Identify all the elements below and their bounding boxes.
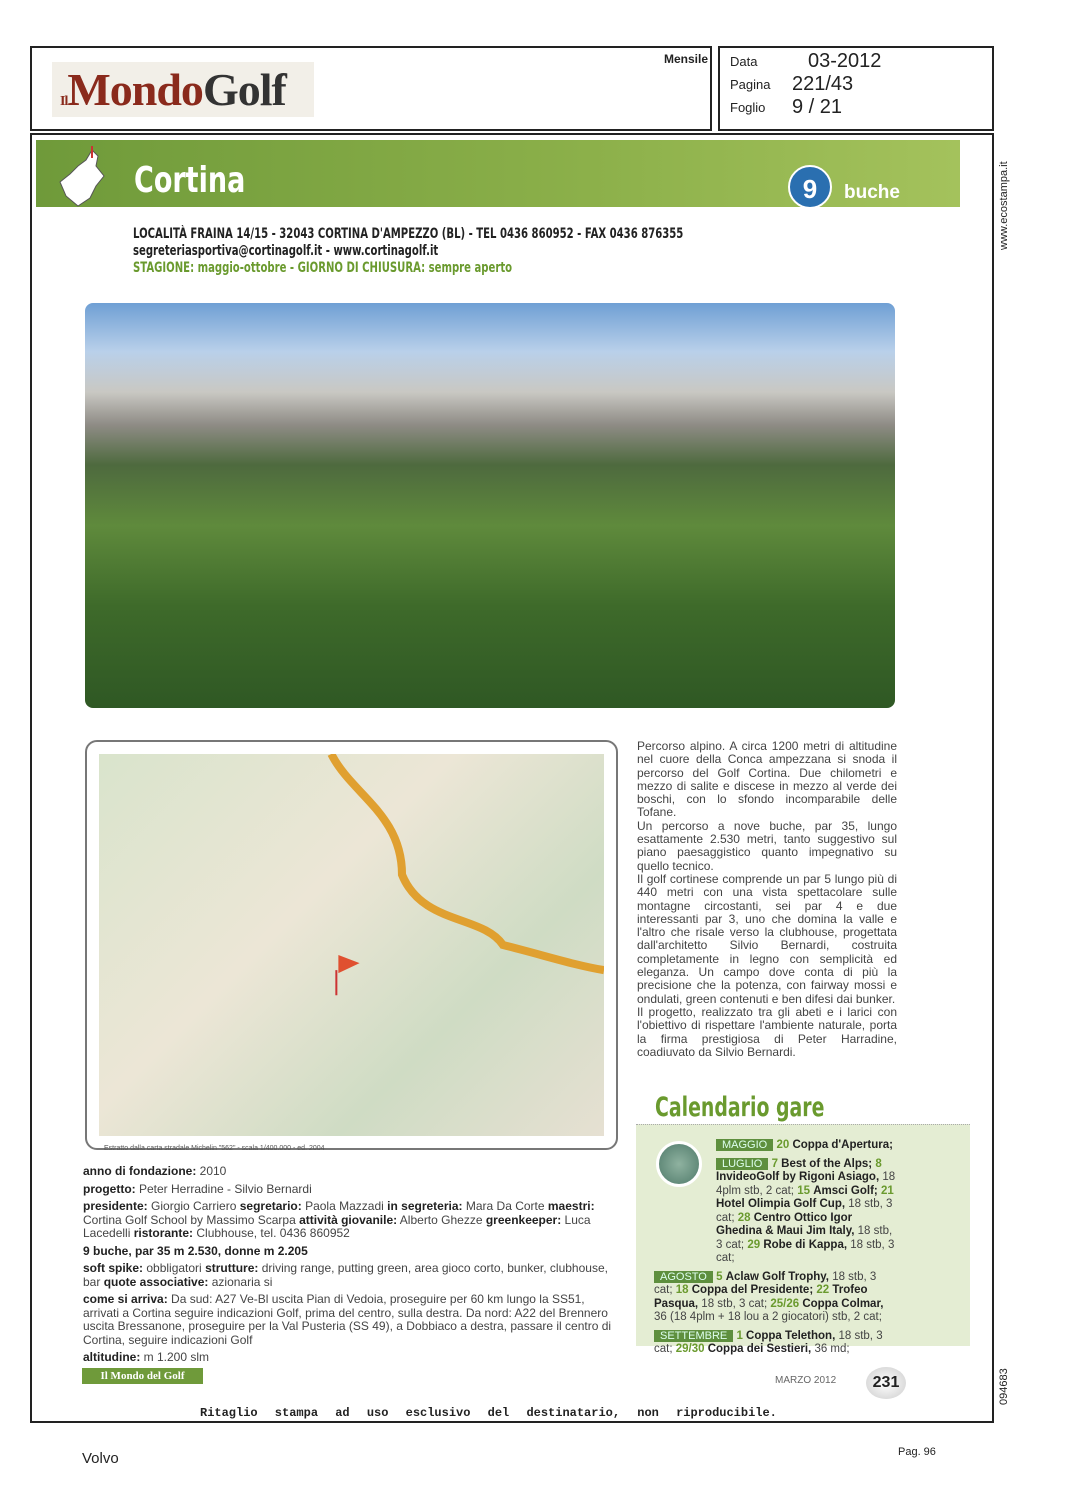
info-label: greenkeeper: xyxy=(485,1212,562,1227)
event-name: Centro Ottico Igor Ghedina & Maui Jim Italy, xyxy=(716,1211,855,1237)
publication-logo: IlMondoGolf xyxy=(52,62,314,117)
info-label: ristorante: xyxy=(133,1226,194,1240)
body-paragraph: Il golf cortinese comprende un par 5 lungo più di 440 metri con una vista spettacolare sulle montagne circostanti, sei par 4 e due interessanti par 3, uno che domina la valle e l'altro che risale verso la clubhouse, progettata dall'architetto Silvio Bernardi, costruita completamente in legno con semplicità ed eleganza. Un campo dove conta di più la precisione che la potenza, con fairway mossi e ondulati, green contenuti e ben difesi dai bunker. xyxy=(637,871,897,1006)
info-paragraph xyxy=(83,1245,623,1259)
event-details: 18 stb, 3 cat; xyxy=(716,1198,893,1224)
pagina-value: 221/43 xyxy=(792,73,854,95)
road-map-image xyxy=(99,754,604,1136)
pagina-label: Pagina xyxy=(730,77,771,92)
info-paragraph xyxy=(83,1183,623,1197)
body-paragraph: Il progetto, realizzato tra gli abeti e i larici con l'obiettivo di rispettare l'ambiente naturale, porta la firma prestigiosa di Peter Harradine, coadiuvato da Silvio Bernardi. xyxy=(637,1004,897,1059)
info-value: obbligatori xyxy=(143,1261,206,1275)
month-badge: MAGGIO xyxy=(716,1139,773,1151)
info-value: Peter Herradine - Silvio Bernardi xyxy=(135,1181,312,1196)
cortina-landscape-photo xyxy=(85,303,895,708)
client-name: Volvo xyxy=(82,1450,119,1467)
info-value: Mara Da Corte xyxy=(462,1199,548,1213)
info-label: segretario: xyxy=(239,1199,302,1213)
info-value: Giorgio Carriero xyxy=(147,1199,240,1213)
data-value: 03-2012 xyxy=(808,50,882,72)
side-site: www.ecostampa.it xyxy=(998,161,1010,250)
event-name: InvideoGolf by Rigoni Asiago, xyxy=(716,1171,880,1183)
body-paragraph: Un percorso a nove buche, par 35, lungo esattamente 2.530 metri, tanto suggestivo sul piano paesaggistico quanto impegnativo su quello tecnico. xyxy=(637,818,897,873)
event-details: 36 (18 4plm + 18 lou a 2 giocatori) stb, 2 cat; xyxy=(654,1311,882,1323)
event-name: Coppa dei Sestieri, xyxy=(707,1343,812,1355)
info-value: azionaria si xyxy=(208,1274,273,1289)
event-day: 25/26 xyxy=(770,1297,800,1310)
info-value: m 1.200 slm xyxy=(140,1350,210,1364)
info-value: Paola Mazzadi xyxy=(301,1199,388,1213)
event-day: 28 xyxy=(737,1211,751,1224)
info-label: in segreteria: xyxy=(387,1199,463,1213)
event-day: 20 xyxy=(776,1139,790,1151)
map-caption: Estratto dalla carta stradale Michelin "562" - scala 1/400.000 - ed. 2004 xyxy=(104,1145,325,1152)
address: LOCALITÀ FRAINA 14/15 - 32043 CORTINA D'AMPEZZO (BL) - TEL 0436 860952 - FAX 0436 876355 xyxy=(133,226,684,242)
body-paragraph: Percorso alpino. A circa 1200 metri di altitudine nel cuore della Conca ampezzana si snoda il percorso del Golf Cortina. Due chilometri e mezzo di salite e discese in mezzo al verde dei boschi, con lo sfondo incomparabile delle Tofane. xyxy=(637,739,897,820)
info-label: altitudine: xyxy=(83,1350,141,1364)
event-day: 15 xyxy=(797,1184,810,1197)
article-body xyxy=(637,740,897,1059)
course-info xyxy=(83,1165,623,1369)
info-paragraph xyxy=(83,1351,623,1365)
event-name: Robe di Kappa, xyxy=(763,1238,848,1251)
info-value: Alberto Ghezze xyxy=(397,1212,486,1227)
course-flag-icon xyxy=(338,955,359,973)
frequency: Mensile xyxy=(664,52,709,66)
event-name: Hotel Olimpia Golf Cup, xyxy=(716,1198,846,1210)
event-name: Trofeo Pasqua, xyxy=(654,1284,868,1310)
info-value: Cortina Golf School by Massimo Scarpa xyxy=(83,1212,300,1227)
info-paragraph xyxy=(83,1200,623,1241)
info-label: soft spike: xyxy=(83,1261,144,1275)
event-day: 18 xyxy=(675,1284,689,1296)
map-border-line xyxy=(99,754,604,1136)
event-day: 22 xyxy=(816,1284,830,1296)
event-name: Coppa Telethon, xyxy=(746,1329,836,1342)
info-label: progetto: xyxy=(83,1181,136,1196)
event-details: 18 stb, 3 cat; xyxy=(654,1270,877,1296)
event-details: 18 stb, 3 cat; xyxy=(654,1329,883,1355)
event-details: 36 md; xyxy=(811,1343,850,1355)
event-name: Aclaw Golf Trophy, xyxy=(725,1270,829,1283)
event-day: 29 xyxy=(747,1238,761,1251)
info-paragraph xyxy=(83,1165,623,1179)
info-label: presidente: xyxy=(83,1199,148,1213)
event-day: 21 xyxy=(880,1184,894,1197)
calendar-month xyxy=(654,1158,896,1266)
info-value: Clubhouse, tel. 0436 860952 xyxy=(193,1226,350,1240)
calendar-month xyxy=(654,1139,896,1153)
footer-tag: Il Mondo del Golf xyxy=(82,1368,203,1384)
issue-date: MARZO 2012 xyxy=(775,1375,837,1386)
info-label: attività giovanile: xyxy=(299,1212,398,1227)
event-name: Amsci Golf; xyxy=(813,1184,878,1197)
foglio-value: 9 / 21 xyxy=(792,96,843,118)
info-value: Luca Lacedelli xyxy=(83,1212,591,1240)
calendar-month xyxy=(654,1330,896,1357)
region-map-icon xyxy=(56,146,112,210)
info-value: Da sud: A27 Ve-Bl uscita Pian di Vedoia, proseguire per 60 km lungo la SS51, arrivati a Cortina seguire indicazioni Golf, prima del centro, sulla destra. Da nord: A22 del Brennero uscita Bressanone, proseguire per la Val Pusteria (SS 49), a Dobbiaco a destra, passare il centro di Cortina, seguire indicazioni Golf xyxy=(83,1292,612,1347)
page-label: Pag. 96 xyxy=(898,1446,936,1458)
holes-badge: 9 xyxy=(788,165,832,209)
event-name: Coppa del Presidente; xyxy=(691,1284,814,1296)
info-paragraph xyxy=(83,1293,623,1347)
season: STAGIONE: maggio-ottobre - GIORNO DI CHIUSURA: sempre aperto xyxy=(133,260,513,276)
data-label: Data xyxy=(730,54,758,69)
event-details: 18 4plm stb, 2 cat; xyxy=(716,1171,896,1197)
calendar-box xyxy=(636,1124,970,1355)
event-name: Coppa Colmar, xyxy=(802,1297,884,1310)
calendar-month xyxy=(654,1271,896,1325)
info-value: 2010 xyxy=(196,1164,227,1178)
contacts: segreteriasportiva@cortinagolf.it - www.cortinagolf.it xyxy=(133,243,439,259)
event-day: 1 xyxy=(736,1329,743,1342)
event-name: Coppa d'Apertura; xyxy=(792,1139,893,1151)
side-code: 094683 xyxy=(998,1368,1010,1405)
foglio-label: Foglio xyxy=(730,100,766,115)
holes-label: buche xyxy=(844,182,900,203)
info-label: strutture: xyxy=(205,1261,259,1275)
calendar-title: Calendario gare xyxy=(655,1092,825,1123)
month-badge: AGOSTO xyxy=(654,1271,713,1283)
info-label: 9 buche, par 35 m 2.530, donne m 2.205 xyxy=(83,1243,308,1258)
event-day: 8 xyxy=(875,1157,882,1170)
info-label: maestri: xyxy=(547,1199,595,1213)
event-day: 5 xyxy=(716,1270,723,1283)
event-details: 18 stb, 3 cat; xyxy=(716,1225,893,1251)
info-label: quote associative: xyxy=(103,1274,209,1289)
contact-block xyxy=(133,226,683,277)
event-day: 7 xyxy=(771,1157,778,1170)
calendar-list xyxy=(654,1139,896,1362)
info-value: driving range, putting green, area gioco corto, bunker, clubhouse, bar xyxy=(83,1261,608,1289)
info-label: anno di fondazione: xyxy=(83,1164,197,1178)
info-label: come si arriva: xyxy=(83,1292,168,1306)
event-day: 29/30 xyxy=(675,1343,705,1355)
page-number: 231 xyxy=(866,1367,906,1399)
event-details: 18 stb, 3 cat; xyxy=(698,1297,771,1310)
course-title: Cortina xyxy=(134,160,246,201)
event-name: Best of the Alps; xyxy=(781,1157,873,1170)
map-box xyxy=(85,740,618,1150)
month-badge: SETTEMBRE xyxy=(654,1330,733,1342)
event-details: 18 stb, 3 cat; xyxy=(716,1238,895,1264)
disclaimer: Ritaglio stampa ad uso esclusivo del destinatario, non riproducibile. xyxy=(200,1406,777,1420)
info-paragraph xyxy=(83,1262,623,1289)
month-badge: LUGLIO xyxy=(716,1158,768,1170)
title-banner xyxy=(36,140,960,207)
